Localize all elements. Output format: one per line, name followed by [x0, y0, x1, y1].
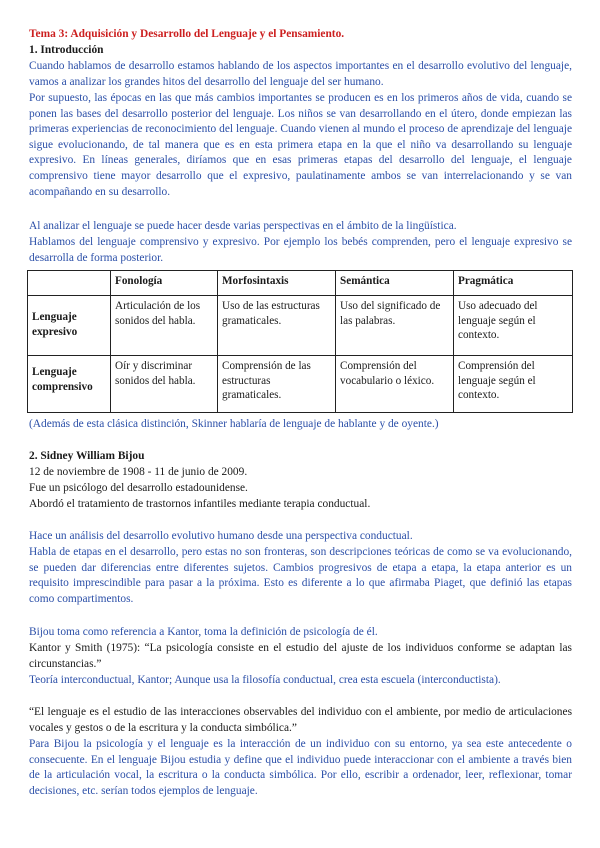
bijou-paragraph-5: Para Bijou la psicología y el lenguaje es la interacción de un individuo con su entorno, ya sea este antecedente o consecuente. En el lenguaje Bijou estudia y define que el individuo puede interaccionar con el ambiente a través bien de la articulación vocal, la escritura o la conducta simbólica. Por ello, escribir a ordenador, leer, reflexionar, tomar decisiones, etc. serían todos ejemplos de lenguaje.: [29, 738, 572, 797]
bijou-paragraph-4: Teoría interconductual, Kantor; Aunque usa la filosofía conductual, crea esta escuela (interconductista).: [29, 674, 501, 686]
table-cell: Uso del significado de las palabras.: [336, 296, 454, 356]
table-cell: Uso de las estructuras gramaticales.: [218, 296, 336, 356]
table-cell: Oír y discriminar sonidos del habla.: [111, 356, 218, 413]
kantor-quote: Kantor y Smith (1975): “La psicología consiste en el estudio del ajuste de los individuos conforme se adaptan las circunstancias.”: [29, 642, 572, 670]
bio-dates: 12 de noviembre de 1908 - 11 de junio de 2009.: [29, 466, 248, 478]
table-cell: Comprensión de las estructuras gramaticales.: [218, 356, 336, 413]
bijou-paragraph-2: Habla de etapas en el desarrollo, pero estas no son fronteras, son descripciones teóricas de como se va evolucionando, se pueden dar diferencias entre diferentes sujetos. Cambios progresivos de etapa a etapa, la etapa anterior es un requisito imprescindible para pasar a la próxima. Esto es diferente a lo que afirmaba Piaget, que definió las etapas como compartimentos.: [29, 546, 572, 605]
bijou-paragraph-3: Bijou toma como referencia a Kantor, toma la definición de psicología de él.: [29, 626, 378, 638]
table-row: [28, 296, 573, 356]
table-header-cell: Fonología: [111, 271, 218, 296]
table-header-cell: Morfosintaxis: [218, 271, 336, 296]
table-row-label: Lenguaje comprensivo: [28, 356, 111, 413]
intro-paragraph-1: Cuando hablamos de desarrollo estamos hablando de los aspectos importantes en el desarrollo evolutivo del lenguaje, vamos a analizar los grandes hitos del desarrollo del lenguaje del ser humano.: [29, 60, 572, 88]
table-cell: Uso adecuado del lenguaje según el contexto.: [454, 296, 573, 356]
intro-paragraph-2: Por supuesto, las épocas en las que más cambios importantes se producen es en los primeros años de vida, cuando se ponen las bases del desarrollo posterior del lenguaje. Los niños se van desarrollando en el útero, donde empiezan las primeras experiencias de reconocimiento del lenguaje. Cuando vienen al mundo el proceso de aprendizaje del lenguaje sigue evolucionando, de tal manera que es en esta primera etapa en la que el niño va desarrollando su lenguaje expresivo. En líneas generales, diríamos que en esas primeras etapas del desarrollo del lenguaje, el lenguaje comprensivo tiene mayor desarrollo que el expresivo, paulatinamente ambos se van interrelacionando y se van acompañando en su desarrollo.: [29, 92, 572, 198]
section-1-heading: 1. Introducción: [29, 44, 104, 56]
bio-work: Abordó el tratamiento de trastornos infantiles mediante terapia conductual.: [29, 498, 371, 510]
table-header-cell: Pragmática: [454, 271, 573, 296]
bijou-paragraph-1: Hace un análisis del desarrollo evolutivo humano desde una perspectiva conductual.: [29, 530, 413, 542]
bio-profession: Fue un psicólogo del desarrollo estadounidense.: [29, 482, 248, 494]
table-header-cell: Semántica: [336, 271, 454, 296]
table-row: [28, 356, 573, 413]
table-cell: Comprensión del lenguaje según el contexto.: [454, 356, 573, 413]
table-header-cell: [28, 271, 111, 296]
document-title: Tema 3: Adquisición y Desarrollo del Lenguaje y el Pensamiento.: [29, 28, 345, 40]
skinner-note: (Además de esta clásica distinción, Skinner hablaría de lenguaje de hablante y de oyente.): [29, 418, 439, 430]
intro-paragraph-3: Al analizar el lenguaje se puede hacer desde varias perspectivas en el ámbito de la lingüística.: [29, 220, 457, 232]
language-table: [27, 270, 573, 413]
section-2-heading: 2. Sidney William Bijou: [29, 450, 145, 462]
language-definition-quote: “El lenguaje es el estudio de las interacciones observables del individuo con el ambiente, por medio de articulaciones vocales y gestos o de la escritura y la conducta simbólica.”: [29, 706, 572, 734]
table-cell: Articulación de los sonidos del habla.: [111, 296, 218, 356]
table-cell: Comprensión del vocabulario o léxico.: [336, 356, 454, 413]
table-row-label: Lenguaje expresivo: [28, 296, 111, 356]
intro-paragraph-4: Hablamos del lenguaje comprensivo y expresivo. Por ejemplo los bebés comprenden, pero el lenguaje expresivo se desarrolla de forma posterior.: [29, 236, 572, 264]
table-header-row: [28, 271, 573, 296]
